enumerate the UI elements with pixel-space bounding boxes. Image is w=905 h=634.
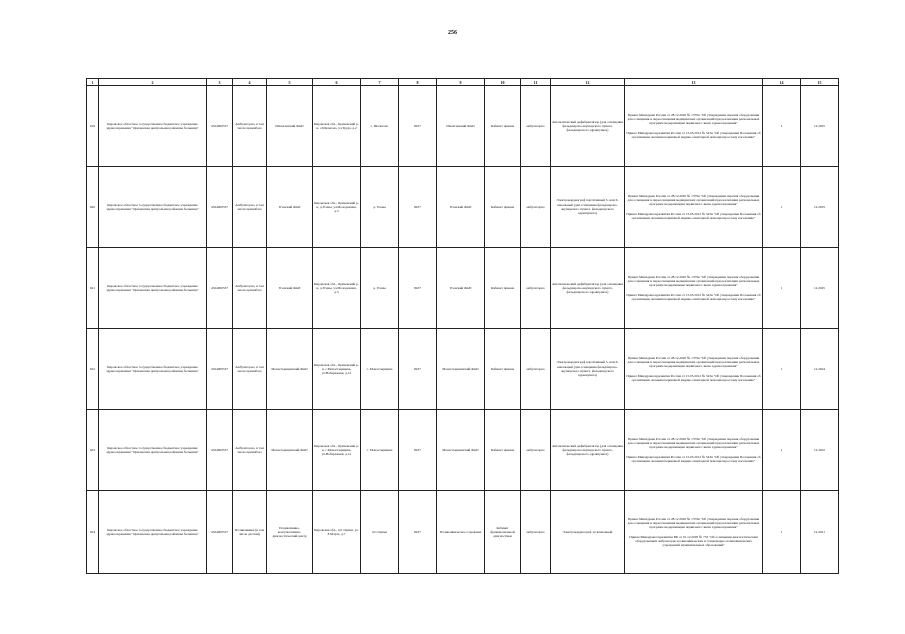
header-row: [87, 79, 839, 86]
organization-name: Кировское областное государственное бюджетное учреждение здравоохранения "Оричевская центральная районная больница": [99, 167, 207, 248]
address: Кировская обл., Оричевский р-н, д.Усены, ул.Молодежная, д.3: [313, 167, 361, 248]
unit-name: Монастырщинский ФАП: [437, 329, 485, 410]
quantity: 1: [763, 167, 801, 248]
code: 8437: [399, 167, 437, 248]
equipment-name: Автоматический дефибриллятор (для оснащения фельдшерско-акушерского пункта, фельдшерского здравпункта): [551, 248, 625, 329]
legal-basis-order-1: Приказ Минздрава России от 28.12.2020 № 1379н "Об утверждении перечня оборудования для оснащения и переоснащения медицинских организаций при реализации региональных программ модернизации первичного звена здравоохранения": [627, 193, 760, 207]
table-row: [87, 86, 839, 167]
division-name: Монастырщинский ФАП: [267, 329, 313, 410]
care-type: Амбулаторно, в том числе приембаза: [233, 329, 267, 410]
code: 8437: [399, 86, 437, 167]
locality: с. Монастырщина: [361, 410, 399, 491]
care-type: Амбулаторно, в том числе приембаза: [233, 86, 267, 167]
inn-code: 4324000537: [207, 167, 233, 248]
locality: д. Усены: [361, 167, 399, 248]
unit-name: Усенский ФАП: [437, 167, 485, 248]
column-number-cell: 13: [625, 79, 763, 86]
table-row: [87, 410, 839, 491]
legal-basis-order-1: Приказ Минздрава России от 28.12.2020 № 1379н "Об утверждении перечня оборудования для оснащения и переоснащения медицинских организаций при реализации региональных программ модернизации первичного звена здравоохранения": [627, 516, 760, 530]
care-condition: амбулаторно: [521, 491, 551, 574]
legal-basis-order-2: Приказ Минздравсоцразвития России от 15.05.2012 № 543н "Об утверждении Положения об организации оказания первичной медико-санитарной помощи взрослому населению": [626, 454, 761, 463]
legal-basis-order-1: Приказ Минздрава России от 28.12.2020 № 1379н "Об утверждении перечня оборудования для оснащения и переоснащения медицинских организаций при реализации региональных программ модернизации первичного звена здравоохранения": [627, 355, 760, 369]
code: 8437: [399, 491, 437, 574]
row-number: 620: [87, 167, 99, 248]
legal-basis-order-2: Приказ Минздравсоцразвития России от 15.05.2012 № 543н "Об утверждении Положения об организации оказания первичной медико-санитарной помощи взрослому населению": [626, 373, 761, 382]
division-name: Шалегинский ФАП: [267, 86, 313, 167]
division-name: Усенский ФАП: [267, 167, 313, 248]
legal-basis-order-2: Приказ Минздравсоцразвития России от 15.05.2012 № 543н "Об утверждении Положения об организации оказания первичной медико-санитарной помощи взрослому населению": [626, 211, 761, 220]
legal-basis-order-2: Приказ Минздравсоцразвития России от 15.05.2012 № 543н "Об утверждении Положения об организации оказания первичной медико-санитарной помощи взрослому населению": [626, 292, 761, 301]
deadline-date: 12.2024: [801, 329, 839, 410]
page-number: 256: [448, 30, 457, 36]
care-condition: амбулаторно: [521, 248, 551, 329]
inn-code: 4324000537: [207, 491, 233, 574]
inn-code: 4324000537: [207, 329, 233, 410]
address: Кировская обл., пгт Оричи, ул. 8 Марта, д.7: [313, 491, 361, 574]
column-number-cell: 15: [801, 79, 839, 86]
locality: с. Монастырщина: [361, 329, 399, 410]
unit-name: Монастырщинский ФАП: [437, 410, 485, 491]
table-row: [87, 167, 839, 248]
table-row: [87, 329, 839, 410]
care-condition: амбулаторно: [521, 329, 551, 410]
legal-basis-order-2: Приказ Минздравсоцразвития России от 15.05.2012 № 543н "Об утверждении Положения об организации оказания первичной медико-санитарной помощи взрослому населению": [626, 130, 761, 139]
legal-basis-order-1: Приказ Минздрава России от 28.12.2020 № 1379н "Об утверждении перечня оборудования для оснащения и переоснащения медицинских организаций при реализации региональных программ модернизации первичного звена здравоохранения": [627, 112, 760, 126]
legal-basis: [625, 410, 763, 491]
deadline-date: 12.2021: [801, 491, 839, 574]
quantity: 1: [763, 491, 801, 574]
row-number: 622: [87, 329, 99, 410]
care-type: Амбулаторно, в том числе приембаза: [233, 410, 267, 491]
row-number: 624: [87, 491, 99, 574]
equipment-name: Автоматический дефибриллятор (для оснащения фельдшерско-акушерского пункта, фельдшерского здравпункта): [551, 86, 625, 167]
column-number-cell: 5: [267, 79, 313, 86]
inn-code: 4324000537: [207, 86, 233, 167]
column-number-cell: 3: [207, 79, 233, 86]
quantity: 1: [763, 329, 801, 410]
column-number-cell: 4: [233, 79, 267, 86]
quantity: 1: [763, 86, 801, 167]
locality: пгт Оричи: [361, 491, 399, 574]
legal-basis: [625, 491, 763, 574]
locality: с. Шалегово: [361, 86, 399, 167]
address: Кировская обл., Оричевский р-н, с.Монастырщина, ул.Набережная, д.12: [313, 410, 361, 491]
care-type: Амбулаторно, в том числе приембаза: [233, 167, 267, 248]
care-condition: амбулаторно: [521, 410, 551, 491]
deadline-date: 12.2025: [801, 248, 839, 329]
room-name: Кабинет приема: [485, 248, 521, 329]
legal-basis: [625, 248, 763, 329]
column-number-cell: 2: [99, 79, 207, 86]
equipment-name: Электрокардиограф 12-канальный: [551, 491, 625, 574]
legal-basis-order-1: Приказ Минздрава России от 28.12.2020 № 1379н "Об утверждении перечня оборудования для оснащения и переоснащения медицинских организаций при реализации региональных программ модернизации первичного звена здравоохранения": [627, 436, 760, 450]
unit-name: Усенский ФАП: [437, 248, 485, 329]
column-number-cell: 10: [485, 79, 521, 86]
organization-name: Кировское областное государственное бюджетное учреждение здравоохранения "Оричевская центральная районная больница": [99, 248, 207, 329]
organization-name: Кировское областное государственное бюджетное учреждение здравоохранения "Оричевская центральная районная больница": [99, 329, 207, 410]
equipment-name: Автоматический дефибриллятор (для оснащения фельдшерско-акушерского пункта, фельдшерского здравпункта): [551, 410, 625, 491]
division-name: Усенский ФАП: [267, 248, 313, 329]
table-row: [87, 248, 839, 329]
code: 8437: [399, 410, 437, 491]
organization-name: Кировское областное государственное бюджетное учреждение здравоохранения "Оричевская центральная районная больница": [99, 86, 207, 167]
quantity: 1: [763, 410, 801, 491]
column-number-cell: 12: [551, 79, 625, 86]
address: Кировская обл., Оричевский р-н, с.Шалегово, ул.Труда, д.2: [313, 86, 361, 167]
deadline-date: 12.2025: [801, 86, 839, 167]
equipment-table: [86, 78, 839, 574]
legal-basis: [625, 329, 763, 410]
code: 8437: [399, 248, 437, 329]
column-number-cell: 14: [763, 79, 801, 86]
room-name: Кабинет приема: [485, 167, 521, 248]
row-number: 619: [87, 86, 99, 167]
row-number: 623: [87, 410, 99, 491]
inn-code: 4324000537: [207, 410, 233, 491]
column-number-cell: 11: [521, 79, 551, 86]
unit-name: Шалегинский ФАП: [437, 86, 485, 167]
organization-name: Кировское областное государственное бюджетное учреждение здравоохранения "Оричевская центральная районная больница": [99, 410, 207, 491]
address: Кировская обл., Оричевский р-н, с.Монастырщина, ул.Набережная, д.12: [313, 329, 361, 410]
care-type: Амбулаторно, в том числе приембаза: [233, 248, 267, 329]
room-name: Кабинет функциональной диагностики: [485, 491, 521, 574]
room-name: Кабинет приема: [485, 410, 521, 491]
legal-basis: [625, 167, 763, 248]
care-condition: амбулаторно: [521, 167, 551, 248]
column-number-cell: 1: [87, 79, 99, 86]
division-name: Поликлинико-консультативно-диагностический центр: [267, 491, 313, 574]
column-number-cell: 7: [361, 79, 399, 86]
row-number: 621: [87, 248, 99, 329]
legal-basis: [625, 86, 763, 167]
division-name: Монастырщинский ФАП: [267, 410, 313, 491]
deadline-date: 12.2025: [801, 167, 839, 248]
table-row: [87, 491, 839, 574]
unit-name: Поликлиническое отделение: [437, 491, 485, 574]
legal-basis-order-2: Приказ Минздравсоцразвития РФ от 01.12.2005 № 753 "Об оснащении диагностическим оборудованием амбулаторно-поликлинических и стационарно-поликлинических учреждений муниципальных образований": [629, 534, 758, 548]
quantity: 1: [763, 248, 801, 329]
column-number-cell: 6: [313, 79, 361, 86]
equipment-name: Электрокардиограф портативный 3- или 6-канальный (для оснащения фельдшерско-акушерского пункта, фельдшерского здравпункта): [551, 329, 625, 410]
room-name: Кабинет приема: [485, 86, 521, 167]
care-type: Поликлиника (в том числе детская): [233, 491, 267, 574]
deadline-date: 12.2022: [801, 410, 839, 491]
locality: д. Усены: [361, 248, 399, 329]
code: 8437: [399, 329, 437, 410]
address: Кировская обл., Оричевский р-н, д.Усены, ул.Молодежная, д.3: [313, 248, 361, 329]
legal-basis-order-1: Приказ Минздрава России от 28.12.2020 № 1379н "Об утверждении перечня оборудования для оснащения и переоснащения медицинских организаций при реализации региональных программ модернизации первичного звена здравоохранения": [627, 274, 760, 288]
column-number-cell: 8: [399, 79, 437, 86]
inn-code: 4324000537: [207, 248, 233, 329]
column-number-cell: 9: [437, 79, 485, 86]
equipment-name: Электрокардиограф портативный 3- или 6-канальный (для оснащения фельдшерско-акушерского пункта, фельдшерского здравпункта): [551, 167, 625, 248]
room-name: Кабинет приема: [485, 329, 521, 410]
care-condition: амбулаторно: [521, 86, 551, 167]
organization-name: Кировское областное государственное бюджетное учреждение здравоохранения "Оричевская центральная районная больница": [99, 491, 207, 574]
